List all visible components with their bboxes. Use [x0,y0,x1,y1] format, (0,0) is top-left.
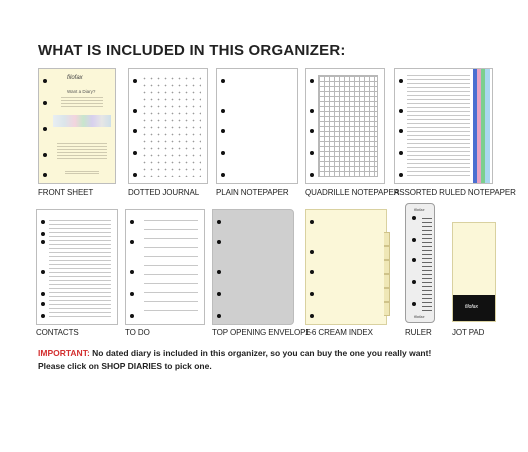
ruled-lines [407,75,470,177]
punch-hole [130,292,134,296]
quadrille-grid-pattern [318,75,378,177]
plain-notepaper-card[interactable] [216,68,298,184]
index-tab-2 [384,246,390,260]
shop-diaries-notice: Please click on SHOP DIARIES to pick one. [38,361,212,371]
item-label: JOT PAD [452,328,485,337]
punch-hole [310,220,314,224]
punch-hole [130,240,134,244]
punch-hole [41,232,45,236]
index-tab-5 [384,288,390,302]
jot-pad-brand: filofax [465,304,479,310]
item-label: TO DO [125,328,150,337]
important-text: No dated diary is included in this organizer, so you can buy the one you really want! [92,348,432,358]
page-title: WHAT IS INCLUDED IN THIS ORGANIZER: [38,42,346,59]
punch-hole [43,173,47,177]
dot-grid-pattern [141,75,201,177]
to-do-lines [144,220,198,318]
ruler-ticks [422,218,432,312]
punch-hole [310,129,314,133]
punch-hole [133,129,137,133]
item-label: ASSORTED RULED NOTEPAPER [394,188,516,197]
punch-hole [310,151,314,155]
jot-pad-band [453,295,495,321]
important-label: IMPORTANT: [38,348,90,358]
important-notice [38,348,431,358]
front-sheet-card[interactable] [38,68,116,184]
to-do-card[interactable] [125,209,205,325]
assorted-ruled-notepaper-card[interactable] [394,68,493,184]
contacts-card[interactable] [36,209,118,325]
punch-hole [41,270,45,274]
ruler-brand: filofax [414,207,425,212]
punch-hole [133,173,137,177]
front-sheet-question: Want a Diary? [67,89,96,94]
punch-hole [41,302,45,306]
punch-hole [43,127,47,131]
punch-hole [310,292,314,296]
punch-hole [399,173,403,177]
punch-hole [412,302,416,306]
index-tab-6 [384,302,390,316]
item-label: PLAIN NOTEPAPER [216,188,289,197]
item-label: 1-6 CREAM INDEX [305,328,373,337]
punch-hole [130,270,134,274]
item-label: TOP OPENING ENVELOPE [212,328,311,337]
punch-hole [310,79,314,83]
colour-stripe-lightblue [485,69,490,183]
punch-hole [217,270,221,274]
punch-hole [41,292,45,296]
punch-hole [41,240,45,244]
punch-hole [43,153,47,157]
cream-index-card[interactable] [305,209,387,325]
item-label: RULER [405,328,432,337]
colour-swatch-strip [53,115,111,127]
ruler-card[interactable] [405,203,435,323]
punch-hole [412,238,416,242]
index-tab-4 [384,274,390,288]
punch-hole [130,220,134,224]
top-opening-envelope-card[interactable] [212,209,294,325]
jot-pad-card[interactable] [452,222,496,322]
contacts-lines [49,220,111,318]
punch-hole [133,79,137,83]
punch-hole [221,79,225,83]
index-tab-3 [384,260,390,274]
punch-hole [310,314,314,318]
punch-hole [412,216,416,220]
punch-hole [221,129,225,133]
punch-hole [133,151,137,155]
item-label: DOTTED JOURNAL [128,188,200,197]
punch-hole [43,79,47,83]
punch-hole [399,79,403,83]
punch-hole [412,280,416,284]
punch-hole [217,292,221,296]
punch-hole [133,109,137,113]
punch-hole [399,129,403,133]
punch-hole [399,151,403,155]
front-sheet-text-block [61,97,103,107]
punch-hole [310,173,314,177]
punch-hole [221,151,225,155]
punch-hole [217,220,221,224]
punch-hole [310,250,314,254]
punch-hole [221,109,225,113]
punch-hole [310,270,314,274]
item-label: QUADRILLE NOTEPAPER [305,188,400,197]
punch-hole [310,109,314,113]
punch-hole [43,101,47,105]
ruler-brand-bottom: filofax [414,314,425,319]
dotted-journal-card[interactable] [128,68,208,184]
punch-hole [399,109,403,113]
quadrille-notepaper-card[interactable] [305,68,385,184]
item-label: CONTACTS [36,328,79,337]
punch-hole [41,220,45,224]
item-label: FRONT SHEET [38,188,94,197]
punch-hole [217,240,221,244]
punch-hole [412,258,416,262]
punch-hole [221,173,225,177]
punch-hole [217,314,221,318]
front-sheet-details [57,143,107,161]
front-sheet-footer [65,171,99,175]
index-tab-1 [384,232,390,246]
punch-hole [130,314,134,318]
punch-hole [41,314,45,318]
filofax-logo: filofax [67,75,83,81]
